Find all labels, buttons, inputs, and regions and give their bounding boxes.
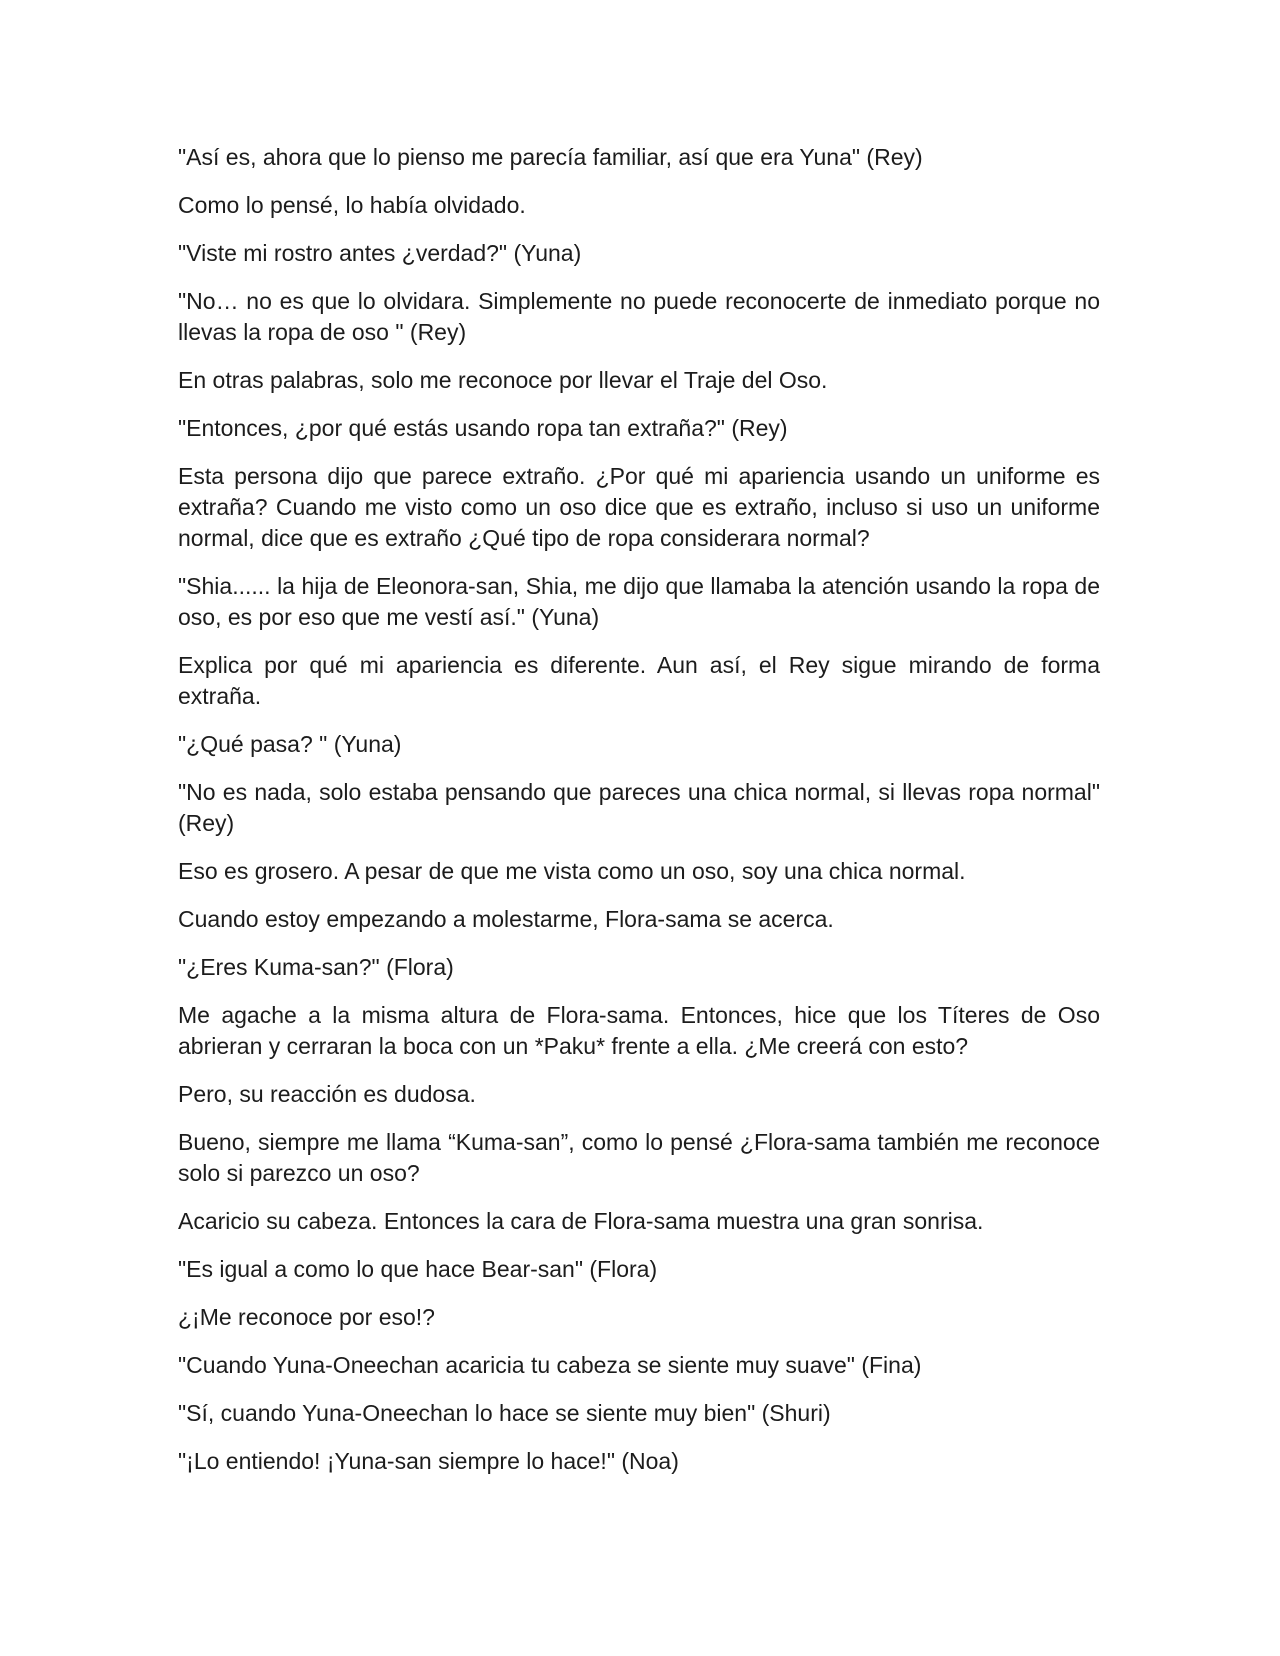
paragraph-6: "Entonces, ¿por qué estás usando ropa tan extraña?" (Rey) [178,415,788,441]
paragraph-9: Explica por qué mi apariencia es diferente. Aun así, el Rey sigue mirando de forma extraña. [178,652,1100,709]
document-page [178,142,1100,1494]
paragraph-21: "Cuando Yuna-Oneechan acaricia tu cabeza se siente muy suave" (Fina) [178,1352,922,1378]
paragraph-2: Como lo pensé, lo había olvidado. [178,192,526,218]
paragraph-16: Pero, su reacción es dudosa. [178,1081,476,1107]
paragraph-8: "Shia...... la hija de Eleonora-san, Shia, me dijo que llamaba la atención usando la ropa de oso, es por eso que me vestí así." (Yuna) [178,573,1100,630]
paragraph-23: "¡Lo entiendo! ¡Yuna-san siempre lo hace!" (Noa) [178,1448,679,1474]
paragraph-10: "¿Qué pasa? " (Yuna) [178,731,402,757]
paragraph-12: Eso es grosero. A pesar de que me vista como un oso, soy una chica normal. [178,858,966,884]
paragraph-4: "No… no es que lo olvidara. Simplemente no puede reconocerte de inmediato porque no llevas la ropa de oso " (Rey) [178,288,1100,345]
paragraph-22: "Sí, cuando Yuna-Oneechan lo hace se siente muy bien" (Shuri) [178,1400,831,1426]
paragraph-7: Esta persona dijo que parece extraño. ¿Por qué mi apariencia usando un uniforme es extraña? Cuando me visto como un oso dice que es extraño, incluso si uso un uniforme normal, dice que es extraño ¿Qué tipo de ropa considerara normal? [178,463,1100,551]
paragraph-3: "Viste mi rostro antes ¿verdad?" (Yuna) [178,240,582,266]
paragraph-19: "Es igual a como lo que hace Bear-san" (Flora) [178,1256,658,1282]
paragraph-15: Me agache a la misma altura de Flora-sama. Entonces, hice que los Títeres de Oso abrieran y cerraran la boca con un *Paku* frente a ella. ¿Me creerá con esto? [178,1002,1100,1059]
paragraph-5: En otras palabras, solo me reconoce por llevar el Traje del Oso. [178,367,828,393]
paragraph-18: Acaricio su cabeza. Entonces la cara de Flora-sama muestra una gran sonrisa. [178,1208,984,1234]
paragraph-13: Cuando estoy empezando a molestarme, Flora-sama se acerca. [178,906,834,932]
paragraph-11: "No es nada, solo estaba pensando que pareces una chica normal, si llevas ropa normal" (Rey) [178,779,1100,836]
paragraph-1: "Así es, ahora que lo pienso me parecía familiar, así que era Yuna" (Rey) [178,144,923,170]
paragraph-14: "¿Eres Kuma-san?" (Flora) [178,954,454,980]
paragraph-17: Bueno, siempre me llama “Kuma-san”, como lo pensé ¿Flora-sama también me reconoce solo si parezco un oso? [178,1129,1100,1186]
paragraph-20: ¿¡Me reconoce por eso!? [178,1304,435,1330]
